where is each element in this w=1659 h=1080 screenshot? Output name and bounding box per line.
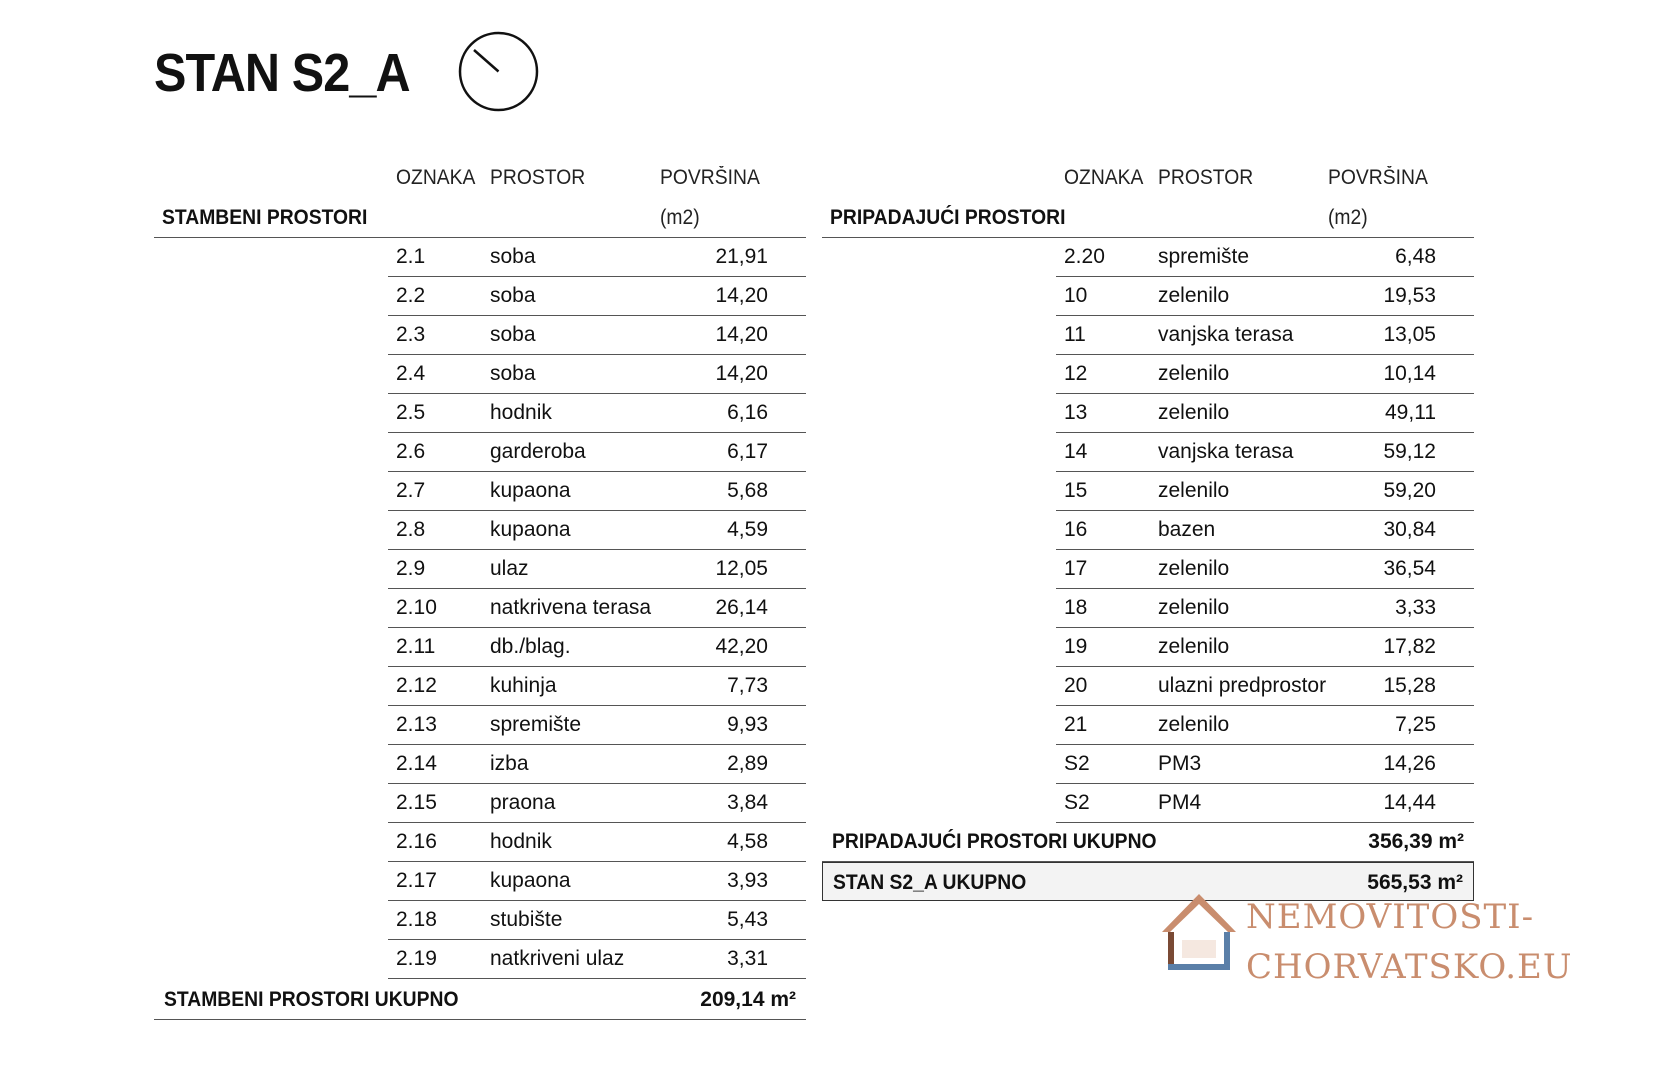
cell-area: 15,28 (1383, 674, 1436, 697)
cell-area: 13,05 (1383, 323, 1436, 346)
cell-area: 30,84 (1383, 518, 1436, 541)
table-row (388, 705, 806, 745)
cell-room: zelenilo (1158, 635, 1230, 658)
cell-area: 14,20 (715, 362, 768, 385)
cell-room: zelenilo (1158, 479, 1230, 502)
cell-code: 20 (1064, 674, 1088, 697)
total-label: STAMBENI PROSTORI UKUPNO (164, 988, 459, 1011)
cell-code: 2.19 (396, 947, 437, 970)
appurtenant-total (822, 822, 1474, 862)
table-row (1056, 432, 1474, 472)
cell-area: 59,12 (1383, 440, 1436, 463)
cell-room: natkrivena terasa (490, 596, 652, 619)
table-row (388, 549, 806, 589)
appurtenant-table (822, 158, 1474, 918)
cell-code: 13 (1064, 401, 1088, 424)
header-code: OZNAKA (396, 166, 476, 189)
table-row (1056, 315, 1474, 355)
cell-room: PM3 (1158, 752, 1202, 775)
cell-room: praona (490, 791, 556, 814)
table-row (388, 588, 806, 628)
header-area: POVRŠINA (m2) (660, 166, 759, 229)
cell-code: 2.18 (396, 908, 437, 931)
cell-code: 17 (1064, 557, 1088, 580)
cell-room: zelenilo (1158, 284, 1230, 307)
table-row (388, 432, 806, 472)
table-row (1056, 510, 1474, 550)
cell-area: 42,20 (715, 635, 768, 658)
cell-area: 17,82 (1383, 635, 1436, 658)
table-row (1056, 705, 1474, 745)
cell-code: S2 (1064, 752, 1090, 775)
cell-area: 14,44 (1383, 791, 1436, 814)
table-row (388, 627, 806, 667)
watermark (1160, 892, 1580, 998)
cell-area: 6,16 (727, 401, 768, 424)
cell-code: 12 (1064, 362, 1088, 385)
header-room: PROSTOR (490, 166, 586, 189)
total-label: PRIPADAJUĆI PROSTORI UKUPNO (832, 830, 1157, 853)
table-row (1056, 549, 1474, 589)
table-row (1056, 276, 1474, 316)
watermark-line2: CHORVATSKO.EU (1246, 947, 1573, 987)
table-row (388, 783, 806, 823)
cell-area: 5,43 (727, 908, 768, 931)
residential-total (154, 980, 806, 1020)
cell-room: vanjska terasa (1158, 440, 1294, 463)
header-room: PROSTOR (1158, 166, 1254, 189)
grand-total-label: STAN S2_A UKUPNO (833, 871, 1027, 894)
section-title: STAMBENI PROSTORI (154, 198, 806, 238)
cell-code: S2 (1064, 791, 1090, 814)
table-row (388, 744, 806, 784)
cell-room: ulaz (490, 557, 529, 580)
cell-room: zelenilo (1158, 362, 1230, 385)
cell-room: spremište (1158, 245, 1250, 268)
cell-code: 14 (1064, 440, 1088, 463)
table-row (1056, 666, 1474, 706)
table-row (1056, 354, 1474, 394)
cell-room: soba (490, 323, 536, 346)
cell-area: 5,68 (727, 479, 768, 502)
table-row (1056, 744, 1474, 784)
cell-code: 2.17 (396, 869, 437, 892)
cell-area: 14,20 (715, 284, 768, 307)
cell-area: 49,11 (1385, 401, 1436, 424)
cell-room: kupaona (490, 869, 571, 892)
cell-code: 2.3 (396, 323, 426, 346)
cell-area: 19,53 (1383, 284, 1436, 307)
table-row (1056, 393, 1474, 433)
north-arrow-icon (458, 31, 539, 112)
cell-area: 7,25 (1395, 713, 1436, 736)
cell-room: izba (490, 752, 529, 775)
cell-code: 2.12 (396, 674, 437, 697)
total-value: 209,14 m² (700, 988, 796, 1011)
cell-area: 12,05 (715, 557, 768, 580)
house-logo-icon (1160, 892, 1238, 972)
cell-code: 16 (1064, 518, 1088, 541)
table-row (1056, 237, 1474, 277)
table-row (1056, 471, 1474, 511)
cell-code: 15 (1064, 479, 1088, 502)
table-row (388, 393, 806, 433)
cell-room: db./blag. (490, 635, 571, 658)
table-row (1056, 588, 1474, 628)
cell-room: soba (490, 245, 536, 268)
cell-area: 14,26 (1383, 752, 1436, 775)
cell-room: natkriveni ulaz (490, 947, 625, 970)
cell-room: stubište (490, 908, 563, 931)
table-row (388, 471, 806, 511)
header-code: OZNAKA (1064, 166, 1144, 189)
cell-code: 2.11 (396, 635, 436, 658)
cell-room: hodnik (490, 830, 552, 853)
table-row (388, 276, 806, 316)
cell-area: 14,20 (715, 323, 768, 346)
cell-code: 2.2 (396, 284, 426, 307)
cell-area: 3,31 (727, 947, 768, 970)
cell-area: 3,33 (1395, 596, 1436, 619)
cell-area: 3,84 (727, 791, 768, 814)
table-row (388, 939, 806, 979)
cell-room: ulazni predprostor (1158, 674, 1327, 697)
cell-room: soba (490, 362, 536, 385)
cell-area: 21,91 (715, 245, 768, 268)
cell-code: 2.16 (396, 830, 437, 853)
cell-area: 6,17 (727, 440, 768, 463)
cell-room: garderoba (490, 440, 586, 463)
section-title: PRIPADAJUĆI PROSTORI (822, 198, 1474, 238)
cell-room: spremište (490, 713, 582, 736)
cell-code: 2.9 (396, 557, 426, 580)
cell-room: PM4 (1158, 791, 1202, 814)
cell-room: kupaona (490, 479, 571, 502)
residential-table (154, 158, 806, 1028)
cell-room: vanjska terasa (1158, 323, 1294, 346)
cell-code: 2.15 (396, 791, 437, 814)
page-title: STAN S2_A (154, 43, 410, 103)
grand-total-value: 565,53 m² (1367, 871, 1463, 894)
cell-code: 18 (1064, 596, 1088, 619)
cell-area: 10,14 (1383, 362, 1436, 385)
cell-room: kuhinja (490, 674, 557, 697)
cell-room: bazen (1158, 518, 1216, 541)
cell-room: zelenilo (1158, 713, 1230, 736)
cell-code: 2.10 (396, 596, 437, 619)
table-row (388, 861, 806, 901)
cell-area: 3,93 (727, 869, 768, 892)
cell-area: 36,54 (1383, 557, 1436, 580)
table-row (388, 666, 806, 706)
cell-code: 10 (1064, 284, 1088, 307)
table-row (388, 822, 806, 862)
cell-code: 2.5 (396, 401, 426, 424)
cell-area: 26,14 (715, 596, 768, 619)
cell-area: 4,58 (727, 830, 768, 853)
cell-room: soba (490, 284, 536, 307)
cell-area: 9,93 (727, 713, 768, 736)
header-area: POVRŠINA (m2) (1328, 166, 1427, 229)
cell-area: 7,73 (727, 674, 768, 697)
table-row (388, 315, 806, 355)
cell-code: 2.14 (396, 752, 437, 775)
table-row (388, 510, 806, 550)
cell-code: 11 (1064, 323, 1086, 346)
table-row (388, 900, 806, 940)
cell-code: 2.20 (1064, 245, 1105, 268)
cell-room: kupaona (490, 518, 571, 541)
cell-code: 2.4 (396, 362, 426, 385)
cell-code: 2.8 (396, 518, 426, 541)
cell-room: zelenilo (1158, 557, 1230, 580)
cell-area: 59,20 (1383, 479, 1436, 502)
cell-area: 6,48 (1395, 245, 1436, 268)
table-row (1056, 783, 1474, 823)
total-value: 356,39 m² (1368, 830, 1464, 853)
cell-code: 2.6 (396, 440, 426, 463)
cell-room: zelenilo (1158, 401, 1230, 424)
cell-code: 2.7 (396, 479, 426, 502)
cell-area: 2,89 (727, 752, 768, 775)
table-row (388, 237, 806, 277)
table-row (388, 354, 806, 394)
cell-code: 19 (1064, 635, 1088, 658)
cell-code: 21 (1064, 713, 1088, 736)
cell-code: 2.1 (396, 245, 426, 268)
cell-room: hodnik (490, 401, 552, 424)
cell-area: 4,59 (727, 518, 768, 541)
table-row (1056, 627, 1474, 667)
cell-code: 2.13 (396, 713, 437, 736)
cell-room: zelenilo (1158, 596, 1230, 619)
watermark-line1: NEMOVITOSTI- (1246, 897, 1535, 937)
